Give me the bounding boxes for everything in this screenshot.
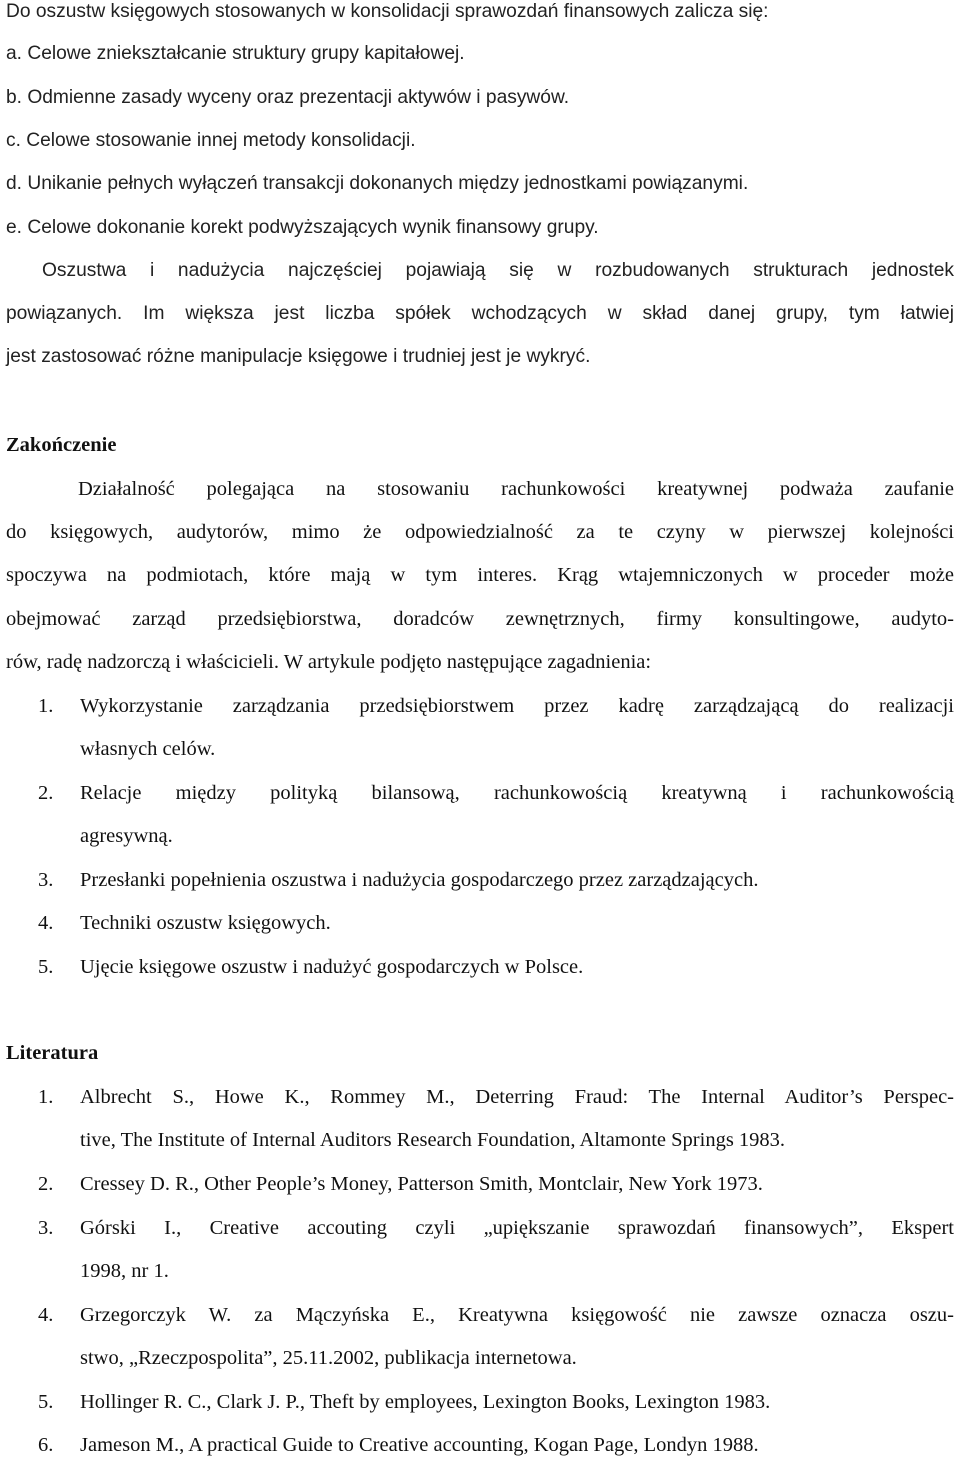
reference-number: 3. — [38, 1217, 54, 1239]
topic-text: Ujęcie księgowe oszustw i nadużyć gospodarczych w Polsce. — [80, 956, 584, 978]
reference-text: Grzegorczyk W. za Mączyńska E., Kreatywna księgowość nie zawsze oznacza oszu- — [80, 1304, 954, 1326]
conclusion-paragraph-line: Działalność polegająca na stosowaniu rachunkowości kreatywnej podważa zaufanie — [78, 478, 954, 500]
intro-option-d: d. Unikanie pełnych wyłączeń transakcji dokonanych między jednostkami powiązanymi. — [6, 173, 749, 194]
topic-text: Wykorzystanie zarządzania przedsiębiorstwem przez kadrę zarządzającą do realizacji — [80, 695, 954, 717]
topic-number: 5. — [38, 956, 54, 978]
reference-text: stwo, „Rzeczpospolita”, 25.11.2002, publikacja internetowa. — [80, 1347, 577, 1369]
conclusion-paragraph-line: do księgowych, audytorów, mimo że odpowiedzialność za te czyny w pierwszej kolejności — [6, 521, 954, 543]
reference-text: Albrecht S., Howe K., Rommey M., Deterring Fraud: The Internal Auditor’s Perspec- — [80, 1086, 954, 1108]
reference-number: 4. — [38, 1304, 54, 1326]
intro-option-c: c. Celowe stosowanie innej metody konsolidacji. — [6, 130, 416, 151]
topic-number: 3. — [38, 869, 54, 891]
reference-number: 2. — [38, 1173, 54, 1195]
conclusion-heading: Zakończenie — [6, 434, 117, 456]
intro-paragraph-line: Oszustwa i nadużycia najczęściej pojawiają się w rozbudowanych strukturach jednostek — [42, 260, 954, 281]
intro-question: Do oszustw księgowych stosowanych w konsolidacji sprawozdań finansowych zalicza się: — [6, 1, 769, 22]
literature-heading: Literatura — [6, 1042, 99, 1064]
reference-number: 5. — [38, 1391, 54, 1413]
topic-text: agresywną. — [80, 825, 173, 847]
intro-paragraph-line: powiązanych. Im większa jest liczba spółek wchodzących w skład danej grupy, tym łatwiej — [6, 303, 954, 324]
conclusion-paragraph-line: spoczywa na podmiotach, które mają w tym interes. Krąg wtajemniczonych w proceder może — [6, 564, 954, 586]
intro-option-e: e. Celowe dokonanie korekt podwyższających wynik finansowy grupy. — [6, 217, 599, 238]
reference-number: 6. — [38, 1434, 54, 1456]
topic-text: Przesłanki popełnienia oszustwa i nadużycia gospodarczego przez zarządzających. — [80, 869, 759, 891]
topic-text: Relacje między polityką bilansową, rachunkowością kreatywną i rachunkowością — [80, 782, 954, 804]
topic-number: 4. — [38, 912, 54, 934]
intro-option-a: a. Celowe zniekształcanie struktury grupy kapitałowej. — [6, 43, 465, 64]
reference-text: 1998, nr 1. — [80, 1260, 169, 1282]
topic-text: własnych celów. — [80, 738, 216, 760]
topic-text: Techniki oszustw księgowych. — [80, 912, 331, 934]
conclusion-paragraph-line: obejmować zarząd przedsiębiorstwa, doradców zewnętrznych, firmy konsultingowe, audyto- — [6, 608, 954, 630]
reference-text: Jameson M., A practical Guide to Creative accounting, Kogan Page, Londyn 1988. — [80, 1434, 759, 1456]
reference-text: Hollinger R. C., Clark J. P., Theft by employees, Lexington Books, Lexington 1983. — [80, 1391, 771, 1413]
conclusion-paragraph-line: rów, radę nadzorczą i właścicieli. W artykule podjęto następujące zagadnienia: — [6, 651, 652, 673]
reference-text: Cressey D. R., Other People’s Money, Patterson Smith, Montclair, New York 1973. — [80, 1173, 763, 1195]
intro-option-b: b. Odmienne zasady wyceny oraz prezentacji aktywów i pasywów. — [6, 87, 570, 108]
reference-text: tive, The Institute of Internal Auditors Research Foundation, Altamonte Springs 1983. — [80, 1129, 786, 1151]
topic-number: 1. — [38, 695, 54, 717]
intro-paragraph-line: jest zastosować różne manipulacje księgowe i trudniej jest je wykryć. — [6, 346, 591, 367]
reference-number: 1. — [38, 1086, 54, 1108]
topic-number: 2. — [38, 782, 54, 804]
reference-text: Górski I., Creative accouting czyli „upiększanie sprawozdań finansowych”, Ekspert — [80, 1217, 954, 1239]
